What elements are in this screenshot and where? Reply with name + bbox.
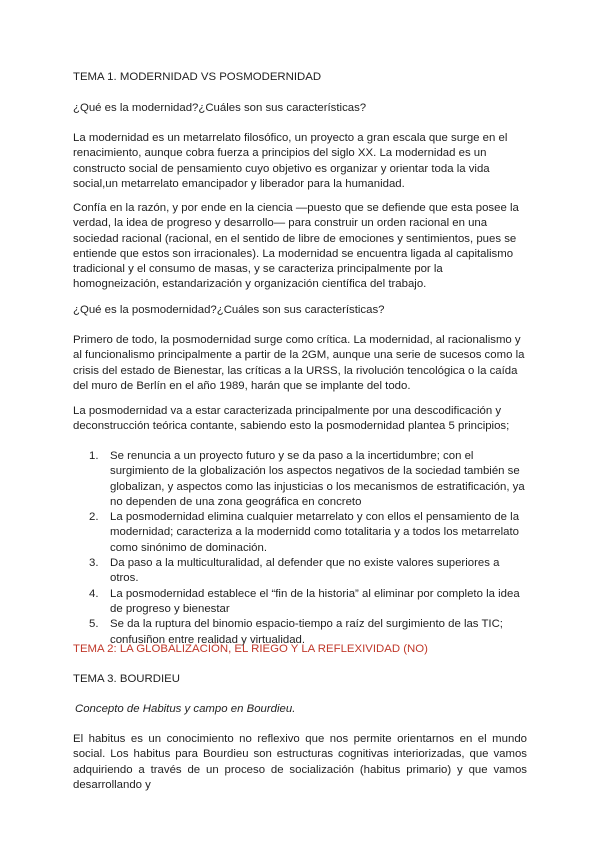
- principles-list: [73, 449, 528, 648]
- list-item-text: Se da la ruptura del binomio espacio-tiempo a raíz del surgimiento de las TIC; confusiñon entre realidad y virtualidad.: [110, 618, 503, 646]
- question-posmodernidad: ¿Qué es la posmodernidad?¿Cuáles son sus características?: [73, 304, 385, 316]
- list-item-number: 2.: [89, 511, 99, 524]
- list-item: [73, 556, 528, 587]
- list-item-text: Se renuncia a un proyecto futuro y se da paso a la incertidumbre; con el surgimiento de la globalización los aspectos negativos de la sociedad también se globalizan, y aspectos como las injusticias o los mecanismos de estratificación, ya no dependen de una zona geográfica en concreto: [110, 450, 525, 508]
- section2-title: TEMA 2: LA GLOBALIZACIÓN, EL RIEGO Y LA REFLEXIVIDAD (NO): [73, 643, 428, 655]
- list-item: [73, 510, 528, 556]
- list-item-text: La posmodernidad elimina cualquier metarrelato y con ellos el pensamiento de la modernidad; caracteriza a la modernidd como totalitaria y a todos los metarrelato como sinónimo de dominación.: [110, 511, 520, 554]
- list-item: [73, 587, 528, 618]
- paragraph-posmodernidad-principios: La posmodernidad va a estar caracterizada principalmente por una descodificación y deconstrucción teórica contante, sabiendo esto la posmodernidad plantea 5 principios;: [73, 405, 510, 433]
- paragraph-habitus: El habitus es un conocimiento no reflexivo que nos permite orientarnos en el mundo social. Los habitus para Bourdieu son estructuras cognitivas interiorizadas, que vamos adquiriendo a través de un proceso de socialización (habitus primario) y que vamos desarrollando y: [73, 733, 527, 791]
- paragraph-modernidad-razon: Confía en la razón, y por ende en la ciencia —puesto que se defiende que esta posee la verdad, la idea de progreso y desarrollo— para construir un orden racional en una sociedad racional (racional, en el sentido de libre de emociones y sentimientos, pues se entiende que estos son irracionales). La modernidad se encuentra ligada al capitalismo tradicional y el consumo de masas, y se caracteriza principalmente por la homogneización, estandarización y organización científica del trabajo.: [73, 202, 519, 291]
- list-item-text: Da paso a la multiculturalidad, al defender que no existe valores superiores a otros.: [110, 557, 500, 585]
- list-item-number: 1.: [89, 450, 99, 462]
- section1-title: TEMA 1. MODERNIDAD VS POSMODERNIDAD: [73, 71, 322, 83]
- paragraph-modernidad-definition: La modernidad es un metarrelato filosófico, un proyecto a gran escala que surge en el renacimiento, aunque cobra fuerza a principios del siglo XX. La modernidad es un constructo social de pensamiento cuyo objetivo es organizar y orientar toda la vida social,un metarrelato emancipador y liberador para la humanidad.: [73, 132, 508, 190]
- list-item-number: 5.: [89, 618, 99, 631]
- paragraph-posmodernidad-critica: Primero de todo, la posmodernidad surge como crítica. La modernidad, al racionalismo y al funcionalismo principalmente a partir de la 2GM, aunque una serie de sucesos como la crisis del estado de Bienestar, las críticas a la URSS, la rivolución tencológica o la caída del muro de Berlín en el año 1989, harán que se implante del todo.: [73, 334, 525, 392]
- list-item-text: La posmodernidad establece el “fin de la historia” al eliminar por completo la idea de progreso y bienestar: [110, 587, 520, 615]
- question-modernidad: ¿Qué es la modernidad?¿Cuáles son sus características?: [73, 102, 367, 114]
- list-item-number: 4.: [89, 587, 99, 600]
- list-item-number: 3.: [89, 557, 99, 570]
- section3-subtitle: Concepto de Habitus y campo en Bourdieu.: [75, 703, 296, 715]
- list-item: [73, 449, 528, 510]
- section3-title: TEMA 3. BOURDIEU: [73, 673, 180, 685]
